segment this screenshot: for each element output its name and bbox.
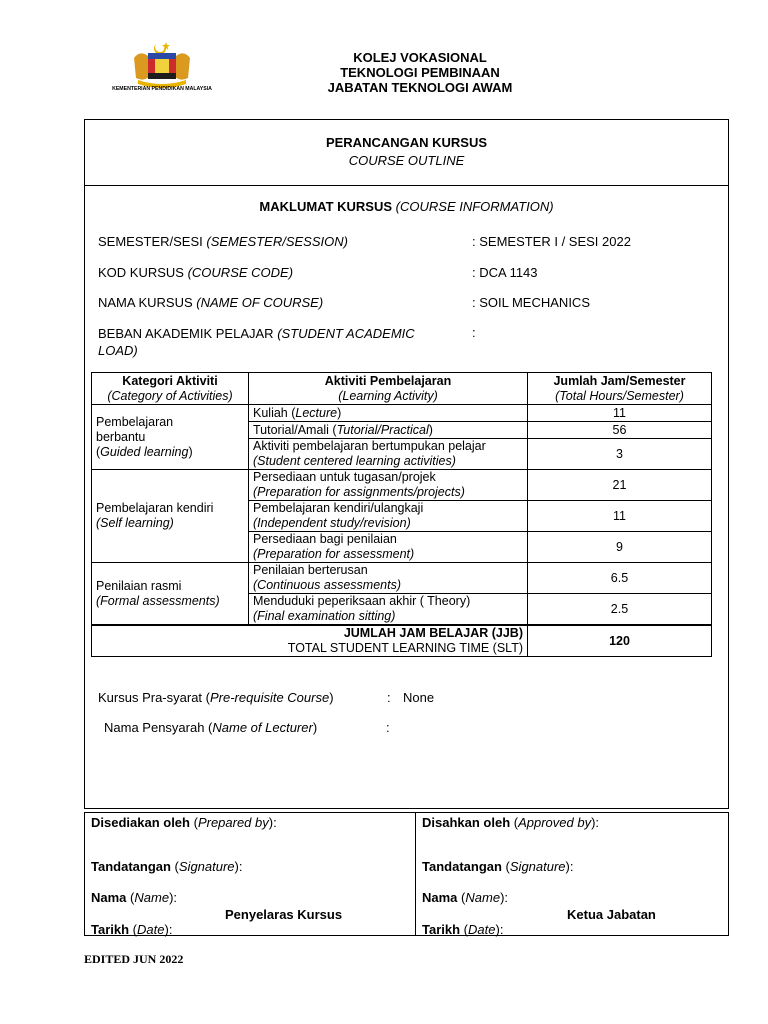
label-ms: BEBAN AKADEMIK PELAJAR [98,326,274,341]
category-text-en: (Self learning) [96,516,174,530]
ministry-label: KEMENTERIAN PENDIDIKAN MALAYSIA [112,86,212,92]
label-en: Name [134,890,170,905]
activity-final-exam [249,594,528,626]
label-ms: Tandatangan [91,859,171,874]
hours-cell: 21 [528,470,712,501]
right-date-label: Tarikh (Date): [422,922,504,937]
left-role: Penyelaras Kursus [225,907,343,922]
heading-en: (COURSE INFORMATION) [395,199,554,214]
paren: ) [337,405,342,420]
label-ms: Nama [422,890,458,905]
left-date-label: Tarikh (Date): [91,922,173,937]
header-title: Jumlah Jam/Semester [553,373,686,388]
label-ms: NAMA KURSUS [98,295,193,310]
category-text-en: (Formal assessments) [96,593,220,608]
label-ms: Nama [91,890,127,905]
label-en: Prepared by [197,815,269,830]
col-header-activity [249,373,528,405]
category-text-en: Guided learning [100,444,189,459]
paren: ) [428,422,433,437]
label-ms: SEMESTER/SESI [98,234,203,249]
activity-tutorial [249,422,528,439]
label-en: Signature [178,859,235,874]
activity-ms: Aktiviti pembelajaran bertumpukan pelajar [253,439,486,453]
total-label [92,625,528,657]
semester-label [98,234,348,249]
activity-en: Lecture [295,405,338,420]
academic-load-value: : [472,325,476,340]
label-ms: KOD KURSUS [98,265,184,280]
approved-by-label: Disahkan oleh (Approved by): [422,815,600,830]
left-signature-label: Tandatangan (Signature): [91,859,243,874]
right-name-label: Nama (Name): [422,890,509,905]
document-title: PERANCANGAN KURSUS [325,135,488,150]
header-sub: (Category of Activities) [107,388,233,403]
activity-lecture [249,405,528,422]
right-signature-label: Tandatangan (Signature): [422,859,574,874]
activity-ms: Persediaan untuk tugasan/projek [253,470,436,484]
header-title: Kategori Aktiviti [122,373,218,388]
label-ms: Disahkan oleh [422,815,511,830]
label-en-cont: LOAD) [98,343,138,358]
category-text: Pembelajaran kendiri [96,501,214,515]
prepared-by-label: Disediakan oleh (Prepared by): [91,815,277,830]
total-label-ms: JUMLAH JAM BELAJAR (JJB) [343,626,523,640]
activity-en: Tutorial/Practical [336,422,429,437]
label-en: (COURSE CODE) [187,265,294,280]
label-ms: Nama Pensyarah ( [104,720,213,735]
course-name-value: : SOIL MECHANICS [472,295,590,310]
academic-load-label [98,325,458,359]
left-name-label: Nama (Name): [91,890,178,905]
category-text: berbantu [96,429,146,444]
activity-en: (Final examination sitting) [253,609,396,623]
ministry-logo [104,40,220,96]
department-name: JABATAN TEKNOLOGI AWAM [327,80,513,95]
category-guided-learning: Pembelajaran berbantu (Guided learning) [92,405,249,470]
label-en: (STUDENT ACADEMIC [277,326,415,341]
paren: ) [329,690,334,705]
label-ms: Tarikh [91,922,130,937]
category-self-learning [92,470,249,563]
label-en: Date [137,922,165,937]
label-ms: Tarikh [422,922,461,937]
right-role: Ketua Jabatan [567,907,656,922]
document-subtitle: COURSE OUTLINE [348,153,465,168]
activity-ms: Penilaian berterusan [253,563,368,577]
activity-en: (Preparation for assessment) [253,547,415,561]
college-subtitle: TEKNOLOGI PEMBINAAN [340,65,500,80]
label-en: (NAME OF COURSE) [196,295,324,310]
activity-en: (Preparation for assignments/projects) [253,485,465,499]
edited-date: EDITED JUN 2022 [84,952,184,966]
table-row [92,563,712,594]
hours-cell: 11 [528,501,712,532]
label-ms: Tandatangan [422,859,502,874]
divider [85,185,728,186]
activity-ms: Pembelajaran kendiri/ulangkaji [253,501,424,515]
col-header-hours [528,373,712,405]
activity-en: (Student centered learning activities) [253,454,456,468]
header-sub: (Learning Activity) [338,388,438,403]
prerequisite-value: None [403,690,435,705]
label-en: Date [468,922,496,937]
hours-cell: 6.5 [528,563,712,594]
course-code-value: : DCA 1143 [472,265,538,280]
label-en: (SEMESTER/SESSION) [206,234,348,249]
activity-assessment-prep [249,532,528,563]
activity-en: (Independent study/revision) [253,516,411,530]
hours-cell: 56 [528,422,712,439]
label-en: Signature [509,859,566,874]
activity-ms: Persediaan bagi penilaian [253,532,397,546]
activity-ms: Tutorial/Amali ( [253,422,337,437]
label-ms: Kursus Pra-syarat ( [98,690,210,705]
activity-ms: Kuliah ( [253,405,296,420]
hours-cell: 11 [528,405,712,422]
semester-value: : SEMESTER I / SESI 2022 [472,234,631,249]
header-title: Aktiviti Pembelajaran [324,373,452,388]
hours-cell: 9 [528,532,712,563]
divider [415,813,416,935]
label-en: Name of Lecturer [212,720,313,735]
activity-ms: Menduduki peperiksaan akhir ( Theory) [253,594,471,608]
table-header-row [92,373,712,405]
header-sub: (Total Hours/Semester) [555,388,684,403]
lecturer-label [104,720,317,735]
signature-box [84,812,729,936]
activity-assignments [249,470,528,501]
table-row [92,405,712,422]
total-label-en: TOTAL STUDENT LEARNING TIME (SLT) [287,641,523,655]
activity-student-centered [249,439,528,470]
lecturer-colon: : [386,720,390,735]
col-header-category [92,373,249,405]
label-en: Name [465,890,501,905]
label-en: Pre-requisite Course [209,690,330,705]
label-en: Approved by [518,815,592,830]
course-name-label [98,295,323,310]
course-code-label [98,265,293,280]
category-formal-assessments [92,563,249,626]
course-info-heading [84,199,729,214]
heading-ms: MAKLUMAT KURSUS [259,199,393,214]
college-name: KOLEJ VOKASIONAL [353,50,487,65]
label-ms: Disediakan oleh [91,815,190,830]
paren: ) [312,720,318,735]
activity-en: (Continuous assessments) [253,578,401,592]
category-text: Penilaian rasmi [96,578,182,593]
prerequisite-colon: : [387,690,391,705]
category-text: Pembelajaran [96,414,174,429]
hours-cell: 2.5 [528,594,712,626]
table-row [92,470,712,501]
activity-continuous-assessment [249,563,528,594]
total-hours: 120 [528,625,712,657]
activity-independent-study [249,501,528,532]
prerequisite-label [98,690,334,705]
learning-activity-table [91,372,712,657]
table-total-row [92,625,712,657]
hours-cell: 3 [528,439,712,470]
